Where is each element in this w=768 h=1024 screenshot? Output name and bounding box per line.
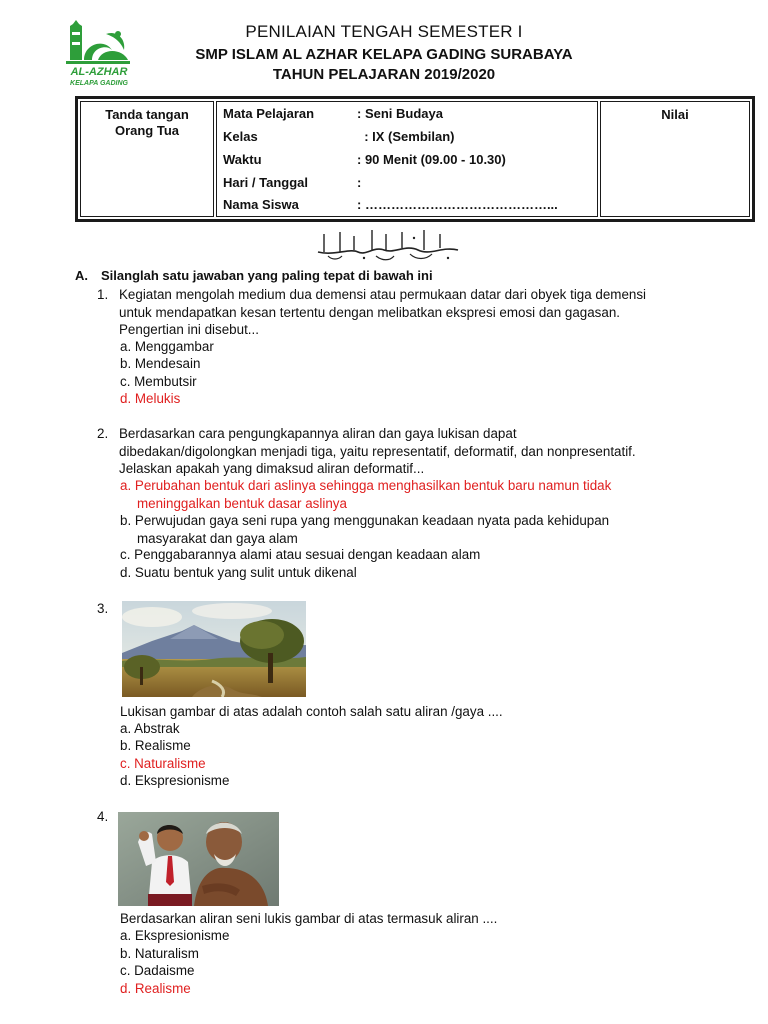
q1-option-d[interactable]: d. Melukis: [120, 391, 181, 406]
option-line: meninggalkan bentuk dasar aslinya: [137, 495, 347, 511]
question-line: Berdasarkan cara pengungkapannya aliran dan gaya lukisan dapat: [119, 426, 517, 441]
logo-subtext: KELAPA GADING: [70, 80, 128, 87]
q4-option-d[interactable]: d. Realisme: [120, 981, 191, 996]
section-title: Silanglah satu jawaban yang paling tepat di bawah ini: [101, 268, 433, 283]
section-heading: [75, 268, 433, 283]
q1-option-a[interactable]: a. Menggambar: [120, 339, 214, 354]
landscape-painting-image: [122, 601, 306, 697]
option-line: a. Perubahan bentuk dari aslinya sehingga menghasilkan bentuk baru namun tidak: [120, 478, 612, 493]
logo-text: AL-AZHAR: [70, 66, 128, 78]
q3-option-b[interactable]: b. Realisme: [120, 738, 191, 753]
question-line: dibedakan/digolongkan menjadi tiga, yaitu representatif, deformatif, dan nonpresentatif.: [119, 443, 636, 459]
question-line: untuk mendapatkan kesan tertentu dengan melibatkan ekspresi emosi dan gagasan.: [119, 304, 620, 320]
question-text: [119, 286, 739, 339]
time-label: Waktu: [223, 152, 262, 167]
student-name-value: : ……………………………………...: [357, 197, 558, 212]
class-value: : IX (Sembilan): [357, 129, 455, 144]
q1-option-c[interactable]: c. Membutsir: [120, 374, 197, 389]
academic-year: TAHUN PELAJARAN 2019/2020: [272, 66, 496, 83]
q3-option-a[interactable]: a. Abstrak: [120, 721, 180, 736]
option-line: masyarakat dan gaya alam: [137, 530, 298, 546]
q1-option-b[interactable]: b. Mendesain: [120, 356, 201, 371]
q4-option-c[interactable]: c. Dadaisme: [120, 963, 195, 978]
q3-option-c[interactable]: c. Naturalisme: [120, 756, 206, 771]
q2-option-d[interactable]: d. Suatu bentuk yang sulit untuk dikenal: [120, 565, 357, 580]
student-name-label: Nama Siswa: [223, 197, 299, 212]
q2-option-c[interactable]: c. Penggabarannya alami atau sesuai dengan keadaan alam: [120, 547, 481, 562]
question-line: Pengertian ini disebut...: [119, 322, 259, 337]
subject-value: : Seni Budaya: [357, 106, 443, 121]
q4-option-a[interactable]: a. Ekspresionisme: [120, 928, 230, 943]
parent-signature-label: Tanda tangan: [105, 107, 189, 122]
school-name: SMP ISLAM AL AZHAR KELAPA GADING SURABAYA: [195, 46, 573, 63]
subject-label: Mata Pelajaran: [223, 106, 315, 121]
class-label: Kelas: [223, 129, 258, 144]
question-3-number: 3.: [97, 601, 109, 616]
parent-signature-cell: [80, 101, 214, 217]
score-cell: [600, 101, 750, 217]
q4-question-text: Berdasarkan aliran seni lukis gambar di atas termasuk aliran ....: [120, 911, 498, 926]
score-label: Nilai: [661, 107, 689, 122]
option-line: b. Perwujudan gaya seni rupa yang menggunakan keadaan nyata pada kehidupan: [120, 513, 610, 528]
q2-option-a[interactable]: [120, 477, 710, 512]
q4-option-b[interactable]: b. Naturalism: [120, 946, 199, 961]
exam-title: PENILAIAN TENGAH SEMESTER I: [245, 22, 523, 41]
question-text: [119, 425, 739, 478]
basmala-calligraphy: [314, 226, 462, 262]
school-logo: [62, 20, 136, 96]
exam-details-cell: [216, 101, 598, 217]
question-line: Jelaskan apakah yang dimaksud aliran deformatif...: [119, 461, 425, 476]
date-value: :: [357, 175, 362, 190]
q3-option-d[interactable]: d. Ekspresionisme: [120, 773, 230, 788]
section-letter: A.: [75, 268, 88, 283]
realism-painting-image: [118, 812, 279, 906]
time-value: : 90 Menit (09.00 - 10.30): [357, 152, 506, 167]
question-number: 1.: [97, 287, 109, 302]
question-line: Kegiatan mengolah medium dua demensi atau permukaan datar dari obyek tiga demensi: [119, 287, 647, 302]
parent-signature-label-2: Orang Tua: [114, 123, 180, 138]
student-info-table: [75, 96, 755, 222]
q2-option-b[interactable]: [120, 512, 710, 547]
question-4-number: 4.: [97, 809, 109, 824]
question-number: 2.: [97, 426, 109, 441]
date-label: Hari / Tanggal: [223, 175, 308, 190]
q3-question-text: Lukisan gambar di atas adalah contoh salah satu aliran /gaya ....: [120, 704, 503, 719]
